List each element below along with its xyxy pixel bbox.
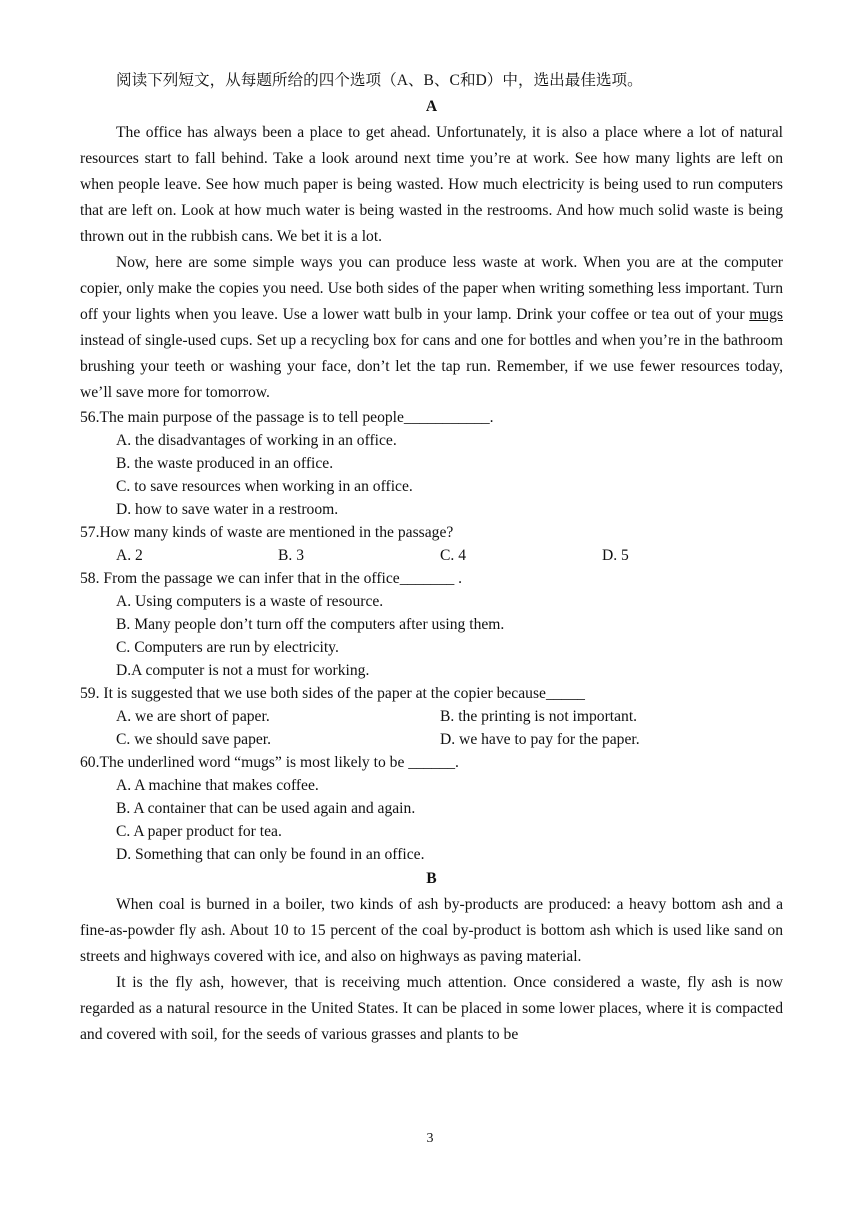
option-b: B. the waste produced in an office. [116,455,334,472]
option-d: D.A computer is not a must for working. [116,662,370,679]
option-c: C. A paper product for tea. [116,823,282,840]
question-stem: 56.The main purpose of the passage is to tell people___________. [80,409,494,426]
question-60 [80,751,783,866]
passage-a-title: A [425,98,438,115]
passage-b-paragraph-1: When coal is burned in a boiler, two kinds of ash by-products are produced: a heavy bottom ash and a fine-as-powder fly ash. About 10 to 15 percent of the coal by-product is bottom ash which is used like sand on streets and highways covered with ice, and also on highways as paving material. [80,896,783,965]
option-d: D. we have to pay for the paper. [440,731,640,748]
option-c: C. we should save paper. [116,731,272,748]
option-b: B. A container that can be used again and again. [116,800,416,817]
option-a: A. we are short of paper. [116,708,270,725]
question-56 [80,406,783,521]
instruction-text: 阅读下列短文，从每题所给的四个选项（A、B、C和D）中，选出最佳选项。 [116,72,643,89]
option-a: A. the disadvantages of working in an office. [116,432,397,449]
question-stem: 60.The underlined word “mugs” is most likely to be ______. [80,754,459,771]
paragraph-text: Now, here are some simple ways you can produce less waste at work. When you are at the computer copier, only make the copies you need. Use both sides of the paper when writing something less important. Turn off your lights when you leave. Use a lower watt bulb in your lamp. Drink your coffee or tea out of your [80,254,783,323]
option-c: C. Computers are run by electricity. [116,639,339,656]
question-stem: 57.How many kinds of waste are mentioned in the passage? [80,524,454,541]
option-a: A. Using computers is a waste of resource. [116,593,384,610]
option-c: C. to save resources when working in an office. [116,478,413,495]
option-c: C. 4 [440,547,466,564]
underlined-word-mugs: mugs [749,306,783,323]
question-57 [80,521,783,567]
option-d: D. 5 [602,547,629,564]
question-58 [80,567,783,682]
question-59 [80,682,783,751]
options-row [80,705,783,728]
option-a: A. 2 [116,547,143,564]
exam-page [80,68,783,1048]
question-stem: 58. From the passage we can infer that in the office_______ . [80,570,463,587]
option-d: D. how to save water in a restroom. [116,501,339,518]
passage-b-paragraph-2: It is the fly ash, however, that is receiving much attention. Once considered a waste, fly ash is now regarded as a natural resource in the United States. It can be placed in some lower places, where it is compacted and covered with soil, for the seeds of various grasses and plants to be [80,974,783,1043]
paragraph-text: instead of single-used cups. Set up a recycling box for cans and one for bottles and when you’re in the bathroom brushing your teeth or washing your face, don’t let the tap run. Remember, if we use fewer resources today, we’ll save more for tomorrow. [80,332,783,401]
passage-b-title: B [426,870,437,887]
passage-a-paragraph-2 [80,250,783,406]
question-stem: 59. It is suggested that we use both sides of the paper at the copier because_____ [80,685,585,702]
page-number: 3 [426,1131,434,1146]
passage-a-paragraph-1: The office has always been a place to get ahead. Unfortunately, it is also a place where a lot of natural resources start to fall behind. Take a look around next time you’re at work. See how many lights are left on when people leave. See how much paper is being wasted. How much electricity is being used to run computers that are left on. Look at how much water is being wasted in the restrooms. And how much solid waste is being thrown out in the rubbish cans. We bet it is a lot. [80,124,783,245]
option-b: B. the printing is not important. [440,708,638,725]
option-d: D. Something that can only be found in an office. [116,846,425,863]
options-row [80,728,783,751]
option-b: B. Many people don’t turn off the computers after using them. [116,616,505,633]
option-a: A. A machine that makes coffee. [116,777,319,794]
options-row [80,544,783,567]
option-b: B. 3 [278,547,304,564]
